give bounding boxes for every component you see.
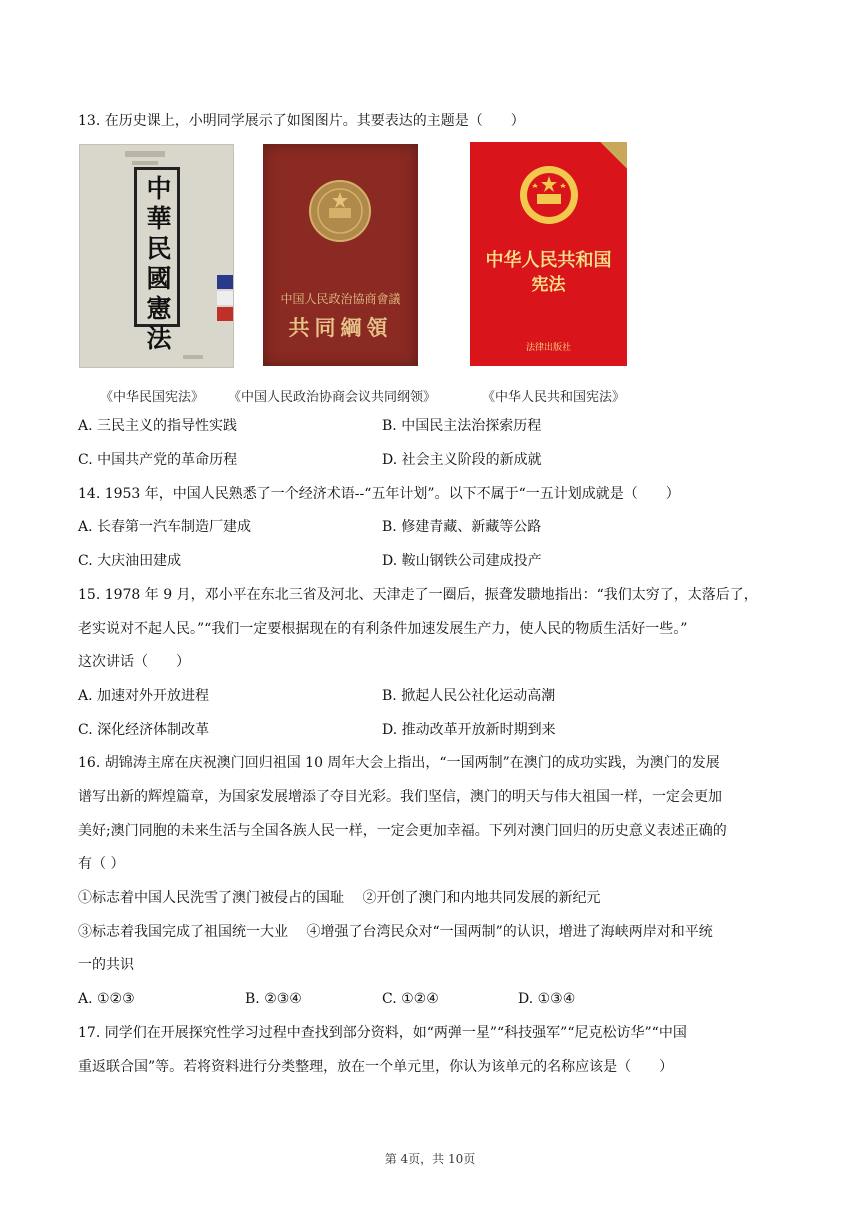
q13-option-b: B. 中国民主法治探索历程 bbox=[382, 418, 542, 434]
q16-items-line: ①标志着中国人民洗雪了澳门被侵占的国耻 ②开创了澳门和内地共同发展的新纪元 bbox=[78, 890, 601, 906]
q16-option-d: D. ①③④ bbox=[518, 991, 576, 1007]
q15-stem-line: 老实说对不起人民。”“我们一定要根据现在的有利条件加速发展生产力，使人民的物质生活好一些。” bbox=[78, 621, 688, 637]
q15-stem-line: 这次讲话（ ） bbox=[78, 654, 190, 670]
q16-option-b: B. ②③④ bbox=[245, 991, 302, 1007]
q16-items-line: 一的共识 bbox=[78, 957, 134, 973]
q17-stem-line: 17. 同学们在开展探究性学习过程中查找到部分资料，如“两弹一星”“科技强军”“尼克松访华”“中国 bbox=[78, 1025, 687, 1041]
q13-option-a: A. 三民主义的指导性实践 bbox=[78, 418, 238, 434]
page-footer: 第 4页，共 10页 bbox=[384, 1152, 476, 1166]
prc-cover-line2: 宪法 bbox=[531, 275, 566, 295]
prc-cover-line1: 中华人民共和国 bbox=[485, 250, 612, 271]
q14-option-c: C. 大庆油田建成 bbox=[78, 553, 182, 569]
q15-option-b: B. 掀起人民公社化运动高潮 bbox=[382, 688, 556, 704]
national-emblem-icon bbox=[307, 178, 373, 244]
q16-stem-line: 美好;澳门同胞的未来生活与全国各族人民一样，一定会更加幸福。下列对澳门回归的历史意义表述正确的 bbox=[78, 823, 727, 839]
q15-option-c: C. 深化经济体制改革 bbox=[78, 722, 210, 738]
common-program-line1: 中国人民政治協商會議 bbox=[280, 292, 401, 306]
q16-option-c: C. ①②④ bbox=[382, 991, 439, 1007]
q13-option-c: C. 中国共产党的革命历程 bbox=[78, 452, 238, 468]
q15-stem-line: 15. 1978 年 9 月，邓小平在东北三省及河北、天津走了一圈后，振聋发聩地指出：“我们太穷了，太落后了， bbox=[78, 587, 758, 603]
roc-constitution-image bbox=[79, 144, 234, 368]
national-emblem-icon bbox=[518, 164, 580, 226]
q14-option-b: B. 修建青藏、新藏等公路 bbox=[382, 519, 542, 535]
q16-stem-line: 谱写出新的辉煌篇章，为国家发展增添了夺目光彩。我们坚信，澳门的明天与伟大祖国一样，一定会更加 bbox=[78, 789, 722, 805]
q13-stem: 13. 在历史课上，小明同学展示了如图图片。其要表达的主题是（ ） bbox=[78, 113, 525, 129]
q17-stem-line: 重返联合国”等。若将资料进行分类整理，放在一个单元里，你认为该单元的名称应该是（ ） bbox=[78, 1059, 674, 1075]
q14-option-a: A. 长春第一汽车制造厂建成 bbox=[78, 519, 252, 535]
q14-stem: 14. 1953 年，中国人民熟悉了一个经济术语--“五年计划”。以下不属于“一五计划成就是（ ） bbox=[78, 486, 680, 502]
common-program-line2: 共同綱領 bbox=[288, 315, 393, 340]
q13-option-d: D. 社会主义阶段的新成就 bbox=[382, 452, 542, 468]
q15-option-d: D. 推动改革开放新时期到来 bbox=[382, 722, 556, 738]
q16-option-a: A. ①②③ bbox=[78, 991, 135, 1007]
caption-common-program: 《中国人民政治协商会议共同纲领》 bbox=[228, 390, 437, 405]
common-program-image bbox=[263, 144, 418, 366]
roc-cover-title: 中華民國憲法 bbox=[143, 175, 172, 355]
q15-option-a: A. 加速对外开放进程 bbox=[78, 688, 210, 704]
q14-option-d: D. 鞍山钢铁公司建成投产 bbox=[382, 553, 542, 569]
caption-prc: 《中华人民共和国宪法》 bbox=[482, 390, 626, 405]
q16-stem-line: 有（ ） bbox=[78, 856, 125, 872]
q16-items-line: ③标志着我国完成了祖国统一大业 ④增强了台湾民众对“一国两制”的认识，增进了海峡两岸对和平统 bbox=[78, 924, 713, 940]
q16-stem-line: 16. 胡锦涛主席在庆祝澳门回归祖国 10 周年大会上指出，“一国两制”在澳门的成功实践，为澳门的发展 bbox=[78, 755, 720, 771]
prc-cover-footer: 法律出版社 bbox=[525, 343, 571, 353]
prc-constitution-image bbox=[470, 142, 627, 366]
caption-roc: 《中华民国宪法》 bbox=[100, 390, 205, 405]
